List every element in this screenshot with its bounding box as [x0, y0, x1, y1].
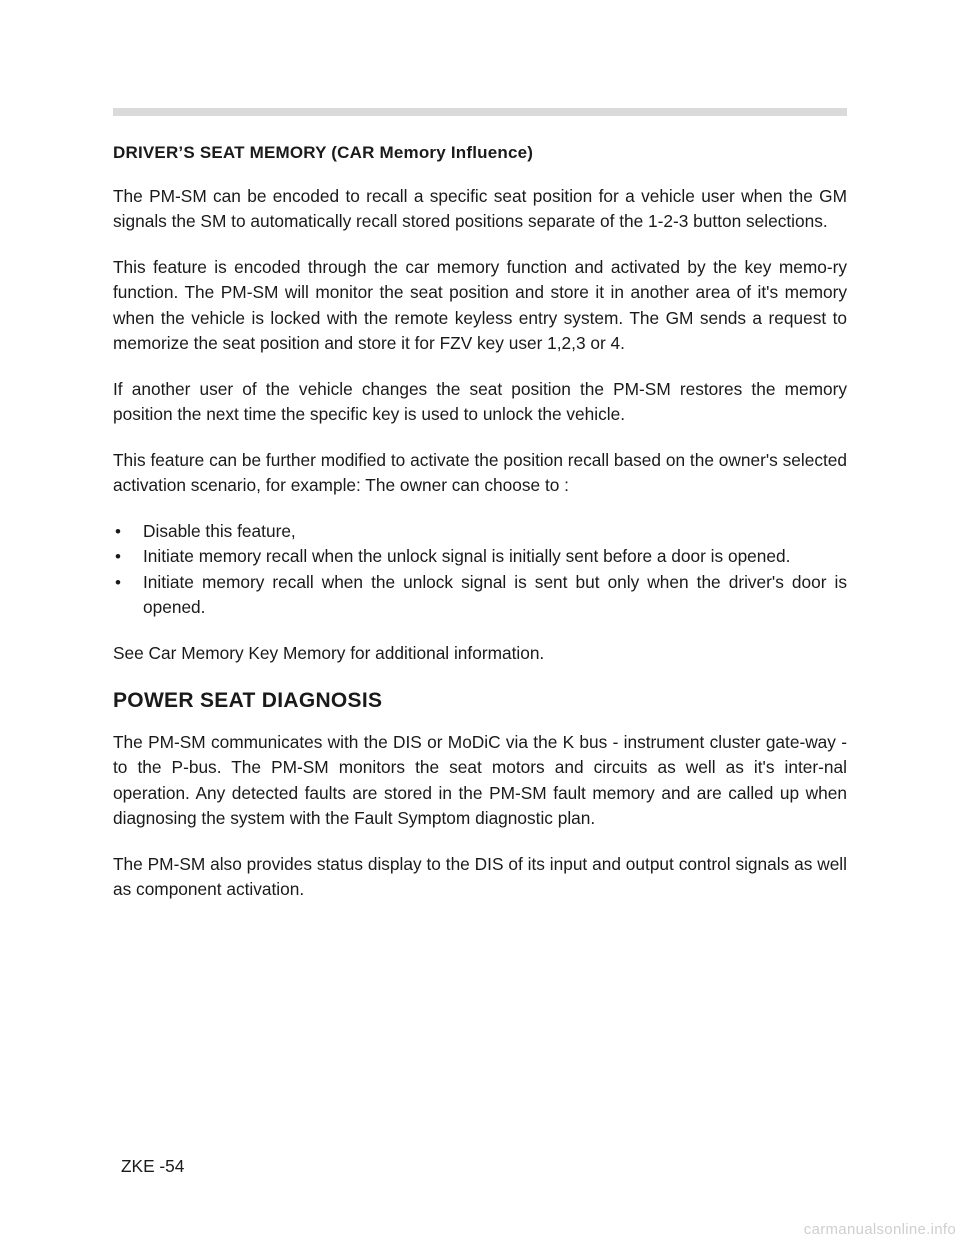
page-content — [113, 140, 847, 923]
paragraph: The PM-SM communicates with the DIS or MoDiC via the K bus - instrument cluster gate-way - to the P-bus. The PM-SM monitors the seat motors and circuits as well as it's inter-nal operation. Any detected faults are stored in the PM-SM fault memory and are called up when diagnosing the system with the Fault Symptom diagnostic plan. — [113, 731, 847, 828]
section-heading-seat-memory: DRIVER’S SEAT MEMORY (CAR Memory Influence) — [113, 143, 534, 162]
section-heading-diagnosis: POWER SEAT DIAGNOSIS — [113, 689, 383, 712]
paragraph: The PM-SM can be encoded to recall a specific seat position for a vehicle user when the GM signals the SM to automatically recall stored positions separate of the 1-2-3 button selections. — [113, 185, 847, 231]
list-item: • Initiate memory recall when the unlock signal is initially sent before a door is opened. — [113, 544, 847, 570]
watermark: carmanualsonline.info — [803, 1221, 956, 1238]
paragraph-closing: See Car Memory Key Memory for additional information. — [113, 642, 545, 663]
bullet-icon: • — [115, 572, 121, 592]
paragraph: This feature can be further modified to activate the position recall based on the owner's selected activation scenario, for example: The owner can choose to : — [113, 449, 847, 495]
page-number: ZKE -54 — [121, 1156, 185, 1176]
header-rule — [113, 108, 847, 116]
paragraph: This feature is encoded through the car memory function and activated by the key memo-ry function. The PM-SM will monitor the seat position and store it in another area of it's memory when the vehicle is locked with the remote keyless entry system. The GM sends a request to memorize the seat position and store it for FZV key user 1,2,3 or 4. — [113, 256, 847, 353]
bullet-icon: • — [115, 547, 121, 566]
options-list — [113, 519, 847, 621]
list-item: • Initiate memory recall when the unlock signal is sent but only when the driver's door is opened. — [115, 571, 847, 617]
paragraph: The PM-SM also provides status display to the DIS of its input and output control signals as well as component activation. — [113, 853, 847, 899]
paragraph: If another user of the vehicle changes the seat position the PM-SM restores the memory position the next time the specific key is used to unlock the vehicle. — [113, 378, 847, 424]
list-item: • Disable this feature, — [113, 519, 847, 545]
bullet-icon: • — [115, 521, 121, 541]
